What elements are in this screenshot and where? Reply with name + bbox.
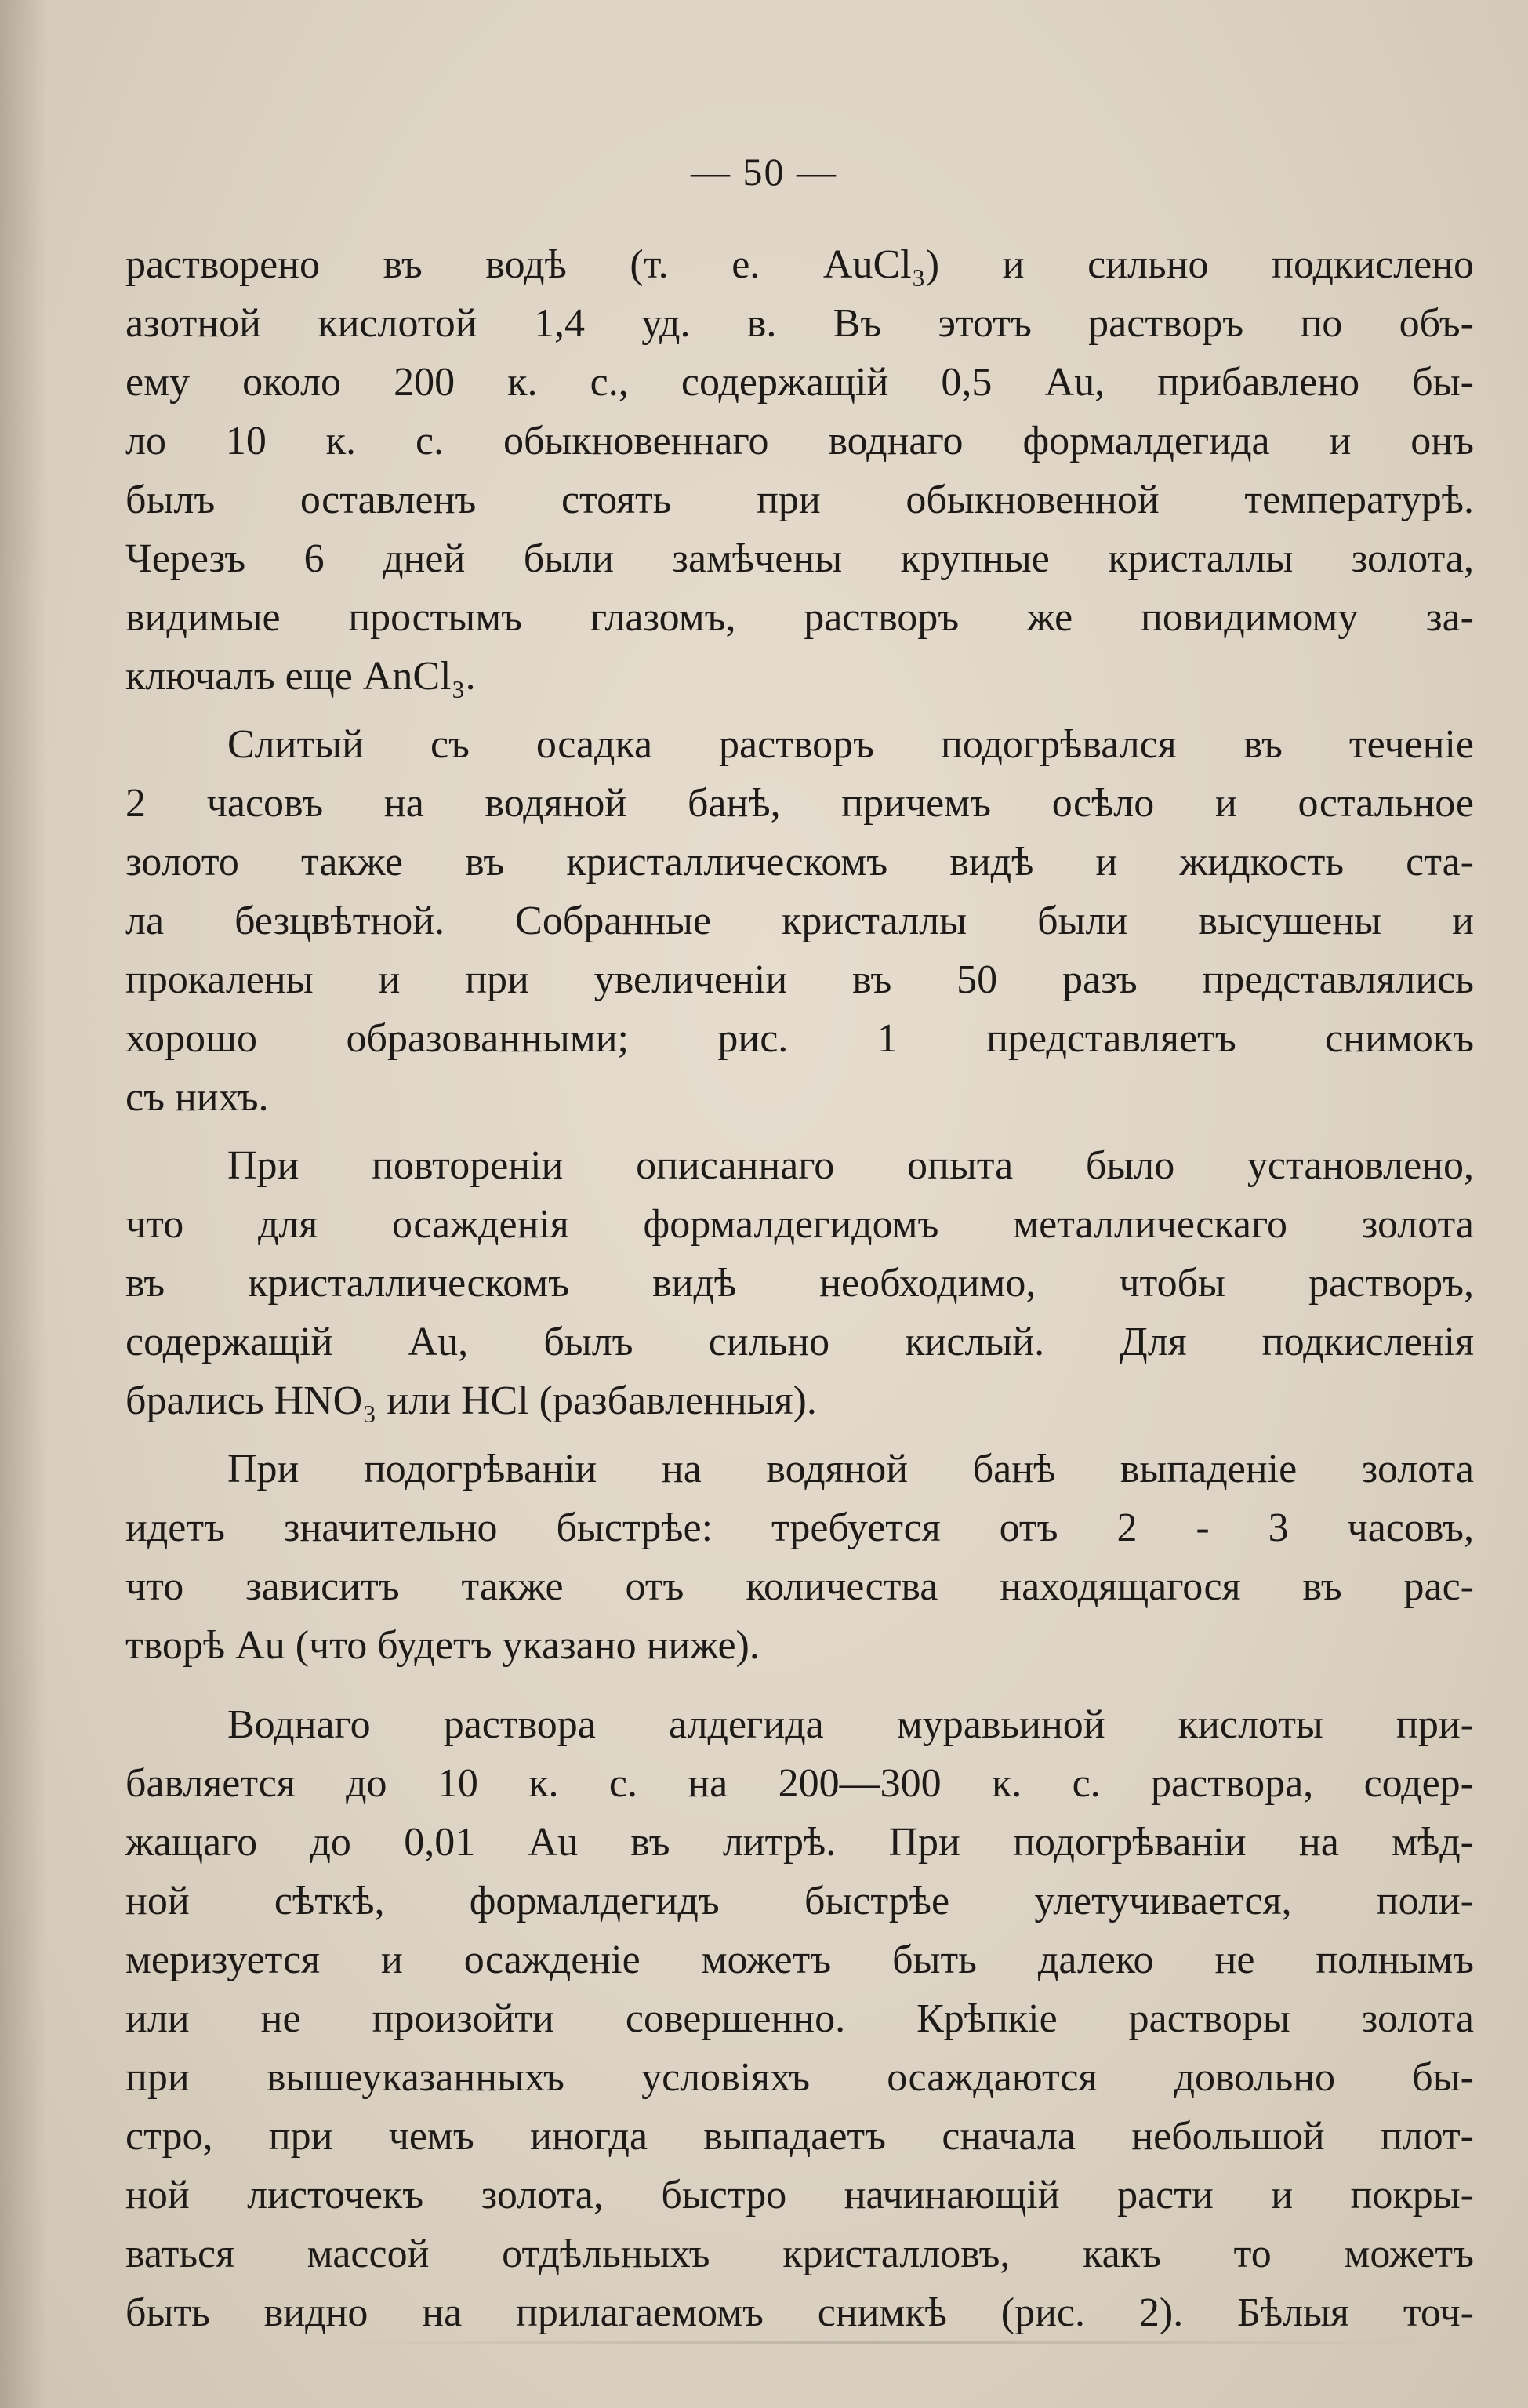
- text-line: хорошо образованными; рис. 1 представляетъ снимокъ: [125, 1016, 1474, 1061]
- paragraph-3: [125, 1136, 1474, 1430]
- text-line: ему около 200 к. с., содержащій 0,5 Au, прибавлено бы-: [125, 360, 1474, 405]
- text-line: При подогрѣваніи на водяной банѣ выпаденіе золота: [227, 1447, 1474, 1491]
- text-line: азотной кислотой 1,4 уд. в. Въ этотъ растворъ по объ-: [125, 301, 1474, 346]
- page-bottom-shadow: [329, 2341, 1427, 2344]
- text-line: жащаго до 0,01 Au въ литрѣ. При подогрѣваніи на мѣд-: [125, 1820, 1474, 1865]
- text-line: Слитый съ осадка растворъ подогрѣвался въ теченіе: [227, 722, 1474, 767]
- text-line: видимые простымъ глазомъ, растворъ же повидимому за-: [125, 595, 1474, 640]
- text-line: что зависитъ также отъ количества находящагося въ рас-: [125, 1564, 1474, 1609]
- text-line: ла безцвѣтной. Собранные кристаллы были высушены и: [125, 899, 1474, 943]
- text-line: растворено въ водѣ (т. е. AuCl₃) и сильно подкислено: [125, 242, 1474, 287]
- paragraph-2: [125, 715, 1474, 1127]
- text-line: быть видно на прилагаемомъ снимкѣ (рис. 2). Бѣлыя точ-: [125, 2290, 1474, 2335]
- text-line: меризуется и осажденіе можетъ быть далеко не полнымъ: [125, 1938, 1474, 1982]
- text-line: золото также въ кристаллическомъ видѣ и жидкость ста-: [125, 840, 1474, 884]
- text-line: что для осажденія формалдегидомъ металлическаго золота: [125, 1202, 1474, 1247]
- text-line: ключалъ еще AnCl₃.: [125, 654, 476, 699]
- text-line: въ кристаллическомъ видѣ необходимо, чтобы растворъ,: [125, 1261, 1474, 1306]
- text-line: содержащій Au, былъ сильно кислый. Для подкисленія: [125, 1320, 1474, 1364]
- paragraph-4: [125, 1440, 1474, 1675]
- text-line: ваться массой отдѣльныхъ кристалловъ, какъ то можетъ: [125, 2232, 1474, 2276]
- page-number: — 50 —: [691, 150, 837, 194]
- text-line: При повтореніи описаннаго опыта было установлено,: [227, 1143, 1474, 1188]
- text-line: идетъ значительно быстрѣе: требуется отъ 2 - 3 часовъ,: [125, 1505, 1474, 1550]
- text-line: прокалены и при увеличеніи въ 50 разъ представлялись: [125, 957, 1474, 1002]
- text-line: Черезъ 6 дней были замѣчены крупные кристаллы золота,: [125, 536, 1474, 581]
- text-line: 2 часовъ на водяной банѣ, причемъ осѣло и остальное: [125, 781, 1474, 826]
- text-line: стро, при чемъ иногда выпадаетъ сначала небольшой плот-: [125, 2114, 1474, 2159]
- text-line: брались HNO₃ или HCl (разбавленныя).: [125, 1378, 817, 1423]
- text-line: Воднаго раствора алдегида муравьиной кислоты при-: [227, 1702, 1474, 1747]
- paragraph-5: [125, 1695, 1474, 2342]
- text-line: ной сѣткѣ, формалдегидъ быстрѣе улетучивается, поли-: [125, 1879, 1474, 1923]
- text-line: съ нихъ.: [125, 1075, 269, 1120]
- text-line: бавляется до 10 к. с. на 200—300 к. с. раствора, содер-: [125, 1761, 1474, 1806]
- text-line: при вышеуказанныхъ условіяхъ осаждаются довольно бы-: [125, 2055, 1474, 2100]
- text-line: творѣ Au (что будетъ указано ниже).: [125, 1623, 760, 1668]
- paragraph-1: [125, 235, 1474, 706]
- body-text: [125, 235, 1474, 2342]
- text-line: былъ оставленъ стоять при обыкновенной температурѣ.: [125, 478, 1474, 522]
- text-line: ной листочекъ золота, быстро начинающій расти и покры-: [125, 2173, 1474, 2217]
- text-line: ло 10 к. с. обыкновеннаго воднаго формалдегида и онъ: [125, 419, 1474, 463]
- text-line: или не произойти совершенно. Крѣпкіе растворы золота: [125, 1996, 1474, 2041]
- page-spine-shadow: [0, 0, 47, 2408]
